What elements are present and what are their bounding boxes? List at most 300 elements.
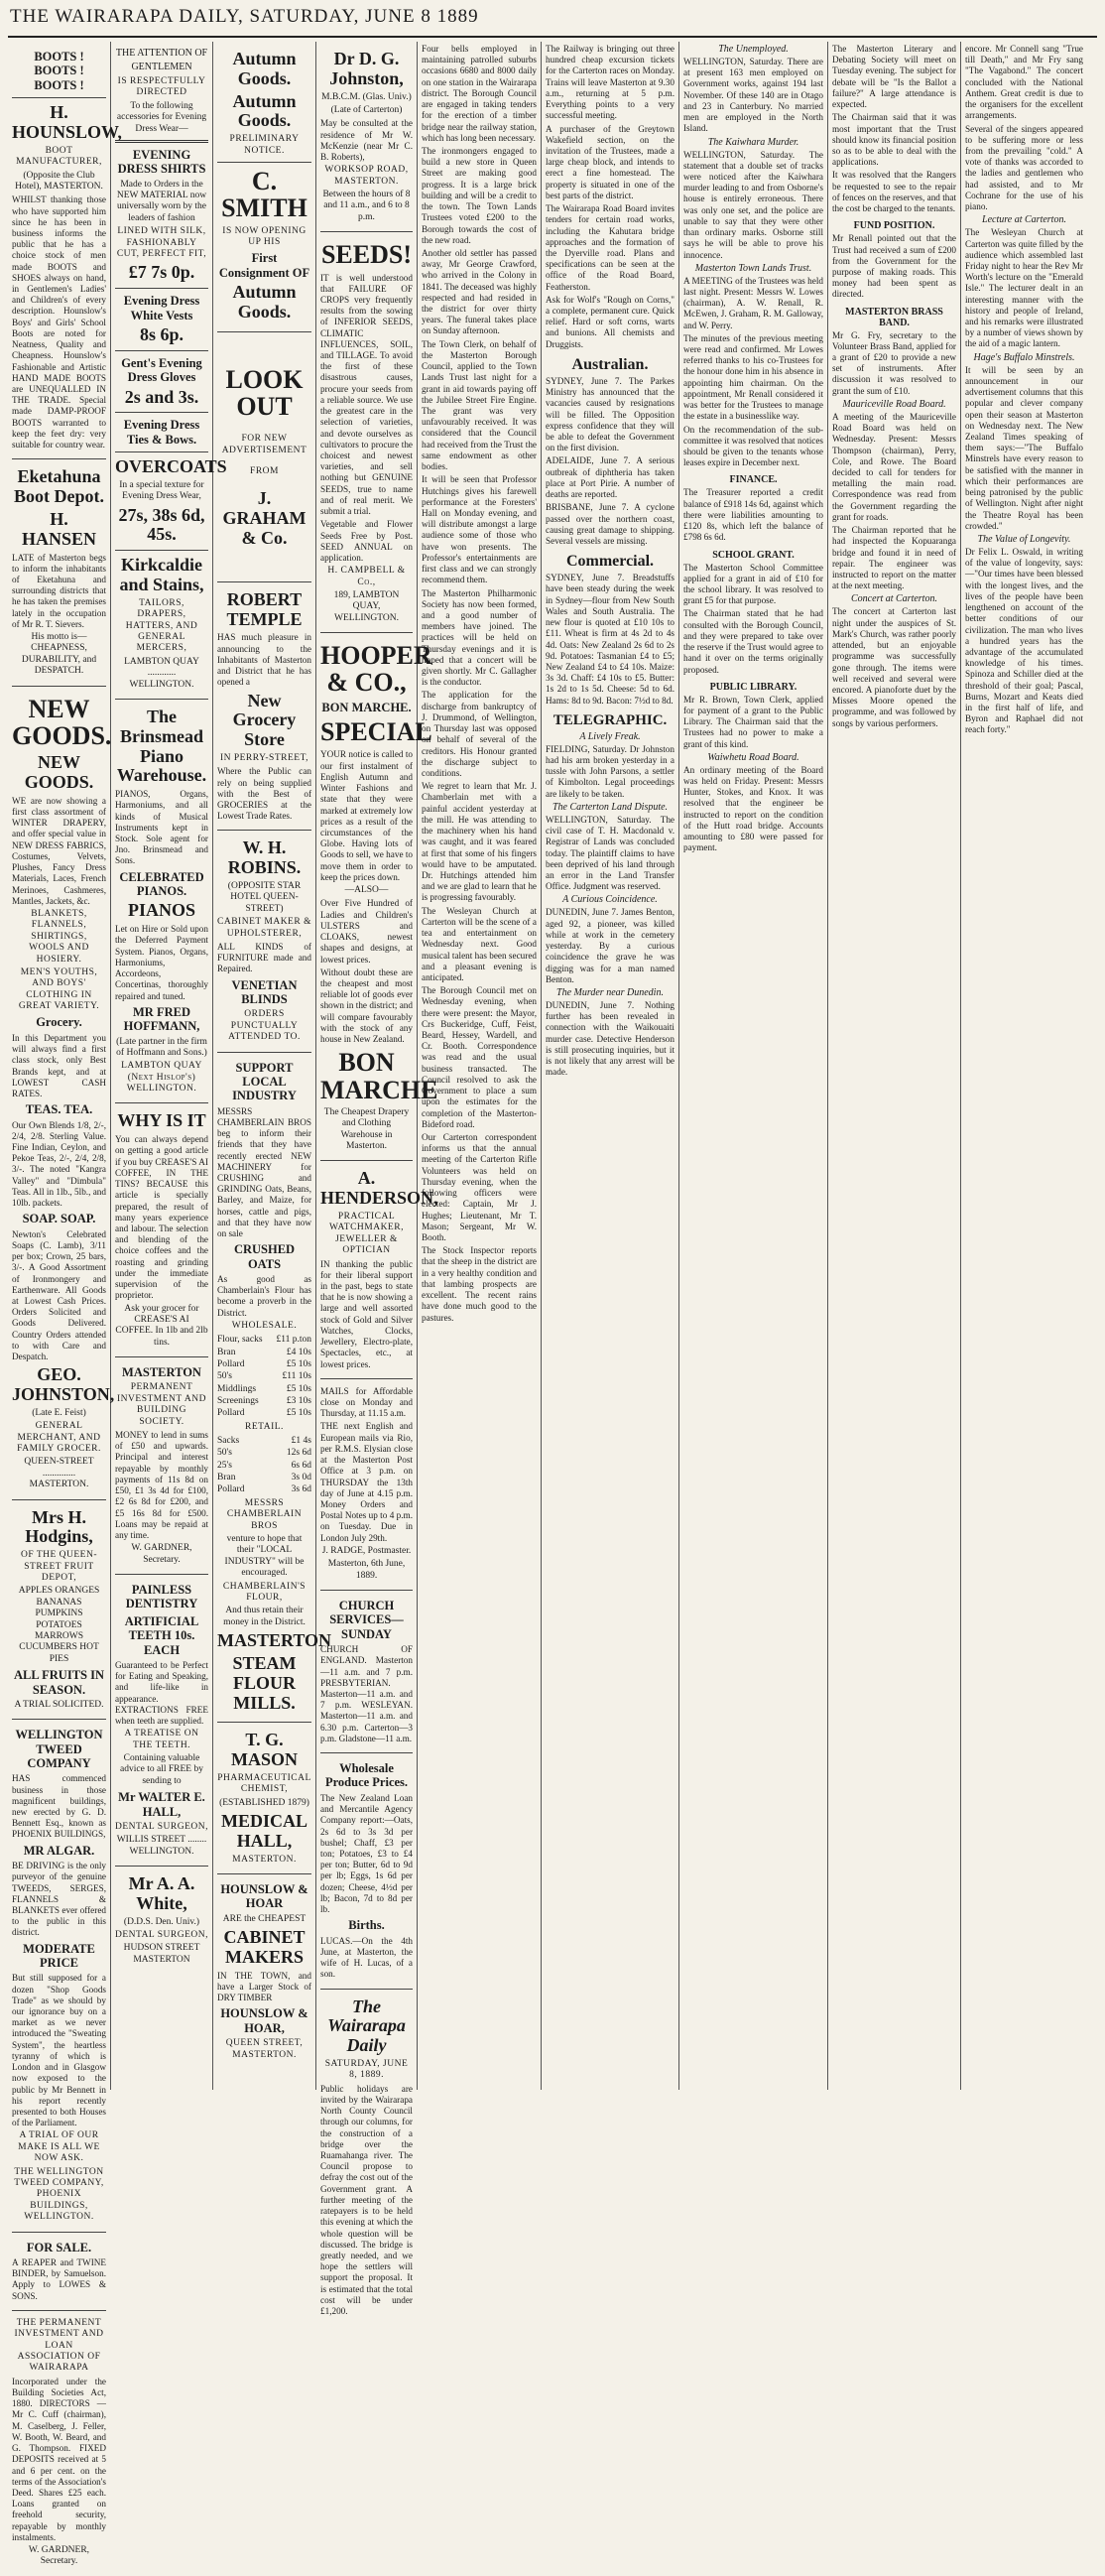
hodgins-ad <box>12 1500 106 1721</box>
price-value: 3s 6d <box>291 1484 311 1495</box>
ad-line: IS RESPECTFULLY DIRECTED <box>117 76 206 98</box>
ad-subheading: First Consignment OF <box>218 251 310 280</box>
price-value: £1 4s <box>291 1436 311 1447</box>
news-paragraph: We regret to learn that Mr. J. Chamberlain met with a painful accident yesterday at the mill. He was attending to the machinery when his hand was caught, and it was feared at first that some of his fingers would have to be amputated. Dr. Hutchings attended him and we are glad to learn that he is progressing favourably. <box>422 781 537 903</box>
ad-heading: SEEDS! <box>320 240 413 270</box>
price-item: Bran <box>217 1473 236 1483</box>
price-value: £11 p.ton <box>276 1335 311 1346</box>
masthead-title: THE WAIRARAPA DAILY, SATURDAY, JUNE 8 1889 <box>10 6 479 27</box>
price-item: Pollard <box>217 1408 245 1419</box>
ad-subheading: OVERCOATS <box>115 456 227 477</box>
ad-name: Mrs H. Hodgins, <box>25 1506 93 1547</box>
ad-name: Dr D. G. Johnston, <box>329 49 404 88</box>
news-paragraph: The Wairarapa Road Board invites tenders for certain road works, including the Kahutara bridge approaches and the formation of the Dyerville road. Plans and specifications can be seen at the office of the Road Board, Featherston. <box>546 203 675 292</box>
ad-name: HOOPER & CO., <box>320 641 432 698</box>
news-paragraph: The Masterton Literary and Debating Society will meet on Tuesday evening. The subject for debate will be "Is the Ballot a failure?" A large attendance is expected. <box>832 44 956 110</box>
ad-name: T. G. MASON <box>231 1730 298 1770</box>
ad-heading: PAINLESS DENTISTRY <box>125 1583 198 1611</box>
news-paragraph: Several of the singers appeared to be suffering more or less from the prevailing "cold." A vote of thanks was accorded to the ladies and gentlemen who had assisted, and to Mr Cochrane for the use of his piano. <box>965 123 1083 212</box>
ad-name: MESSRS CHAMBERLAIN BROS <box>226 1497 303 1531</box>
ad-heading: BON MARCHE <box>320 1048 438 1104</box>
divider <box>115 288 208 289</box>
news-paragraph: On the recommendation of the sub-committee it was resolved that notices should be given to the tenants whose leases expire in December next. <box>683 424 823 468</box>
ad-line: venture to hope that their "LOCAL INDUSTRY" will be encouraged. <box>224 1533 305 1579</box>
ad-name: GEO. JOHNSTON, <box>12 1364 115 1405</box>
price-value: £3 10s <box>286 1396 311 1407</box>
graham-ad <box>217 332 311 582</box>
ad-heading: NEW GOODS. <box>12 694 112 750</box>
section-heading: SCHOOL GRANT. <box>712 549 795 561</box>
white-dentist-ad <box>115 1867 208 1974</box>
ad-body: But still supposed for a dozen "Shop Goods Trade" as we should by our ignorance buy on a market as we never introduced the "Sweating System", the heartless tyranny of which is London and in Glasgow now exposed to the public by Mr Bennett in his report recently presented to both Houses of the Parliament. <box>12 1973 106 2128</box>
ad-sub: PERMANENT INVESTMENT AND BUILDING SOCIETY. <box>117 1382 206 1427</box>
ad-body: You can always depend on getting a good article if you buy CREASE'S AI COFFEE, IN THE TINS? BECAUSE this article is specially prepared, the result of many years experience and labour. The selection and blending of the choice coffees and the roasting and grinding under the immediate supervision of the proprietor. <box>115 1134 208 1301</box>
ad-body: HAS commenced business in those magnificent buildings, new erected by G. D. Bennett Esq., known as PHOENIX BUILDINGS, <box>12 1773 106 1840</box>
ad-body: Our Own Blends 1/8, 2/-, 2/4, 2/8. Sterling Value. Fine Indian, Ceylon, and Pekoe Teas, 2/-, 2/4, 2/8, 3/-. The noted "Kangra Valley" and "Dimbula" Teas. All in 1lb., 5lb., and 10lb. packets. <box>12 1119 106 1209</box>
news-paragraph: Mr G. Fry, secretary to the Volunteer Brass Band, applied for a grant of £20 to provide a new set of instruments. After discussion it was resolved to grant the sum of £10. <box>832 329 956 396</box>
notice-signature: J. RADGE, Postmaster. <box>321 1545 412 1556</box>
ad-body: IN thanking the public for their liberal support in the past, begs to state that he is now showing a large and well assorted stock of Gold and Silver Watches, Clocks, Jewellery, Electro-plate, Spectacles, etc., at lowest prices. <box>320 1258 413 1369</box>
ad-body: Newton's Celebrated Soaps (C. Lamb), 3/11 per box; Crown, 25 bars, 3/-. A Good Assortment of Ironmongery and Earthenware. All Goods at Lowest Cash Prices. Orders Solicited and Goods Delivered. Country Orders attended to with Care and Despatch. <box>12 1228 106 1362</box>
section-heading: FUND POSITION. <box>853 220 935 232</box>
ad-address: WORKSOP ROAD, MASTERTON. <box>324 165 409 187</box>
ad-name: H. HOUNSLOW, <box>12 102 122 142</box>
ad-body: MONEY to lend in sums of £50 and upwards. Principal and interest repayable by monthly payments of 11s 8d on £50, £1 3s 4d for £100, £2 6s 8d for £200, and £5 16s 8d for £500. Loans may be repaid at any time. <box>115 1430 208 1541</box>
ad-sub: CABINET MAKER & UPHOLSTERER, <box>217 917 311 939</box>
ad-line: FROM <box>250 466 279 477</box>
ad-subheading: ARTIFICIAL TEETH 10s. EACH <box>124 1613 199 1657</box>
news-paragraph: The Masterton Philharmonic Society has now been formed, and a good number of members have joined. The practices will be held on Thursday evenings and it is hoped that a concert will be given shortly. Mr C. Gallagher is the conductor. <box>422 587 537 688</box>
ad-body: As good as Chamberlain's Flour has become a proverb in the District. <box>217 1274 311 1318</box>
news-paragraph: Another old settler has passed away, Mr George Crawford, who arrived in the Colony in 1841. The deceased was highly respected and had resided in the district for over thirty years. The funeral takes place on Sunday afternoon. <box>422 247 537 336</box>
news-paragraph: The minutes of the previous meeting were read and confirmed. Mr Lowes referred thanks to his co-Trustees for the honour done him in his absence in appointing him chairman. On the appointment, Mr Renall considered it was better for the Trustees to manage the estate in a businesslike way. <box>683 332 823 422</box>
dentistry-ad <box>115 1575 208 1867</box>
section-heading: Wholesale Produce Prices. <box>324 1761 409 1790</box>
price-row <box>217 1347 311 1358</box>
ad-subheading: New Grocery Store <box>232 690 297 750</box>
mason-ad <box>217 1723 311 1874</box>
article-heading: Masterton Town Lands Trust. <box>694 262 812 274</box>
ad-heading: The Brinsmead Piano Warehouse. <box>116 706 207 786</box>
ad-line: (D.D.S. Den. Univ.) <box>123 1916 200 1927</box>
divider <box>115 140 208 143</box>
ad-line: THE WELLINGTON TWEED COMPANY, PHOENIX BUILDINGS, WELLINGTON. <box>14 2166 104 2223</box>
news-paragraph: A meeting of the Mauriceville Road Board was held on Wednesday. Present: Messrs Thompson (chairman), Perry, Cole, and Rowe. The Board decided to call for tenders for metalling the main road. Correspondence was read from the Government regarding the grant for roads. <box>832 411 956 522</box>
column-6 <box>542 42 679 2090</box>
mails-notice <box>320 1379 413 1591</box>
leader <box>320 1990 413 2326</box>
ad-sub: DENTAL SURGEON, <box>115 1821 208 1832</box>
ad-name: J. GRAHAM & Co. <box>222 488 307 549</box>
ad-body: IT is well understood that FAILURE OF CROPS very frequently results from the sowing of INFERIOR SEEDS, CLIMATIC INFLUENCES, SOIL, and TILLAGE. To avoid the first of these disastrous causes, procure your seeds from a reliable source. We use the greatest care in the selection of varieties, and devote ourselves as cultivators to procure the choicest and newest varieties, and sell nothing but GENUINE SEEDS, true to name and of real merit. We submit a trial. <box>320 272 413 517</box>
ad-body: Without doubt these are the cheapest and most reliable lot of goods ever shown in the district; and will compare favourably with the stock of any house in New Zealand. <box>320 966 413 1045</box>
ad-line: ARE the CHEAPEST <box>222 1913 307 1924</box>
ad-body: Over Five Hundred of Ladies and Children's ULSTERS and CLOAKS, newest shapes and designs, at lowest prices. <box>320 898 413 965</box>
ad-line: APPLES ORANGES BANANAS PUMPKINS POTATOES MARROWS CUCUMBERS HOT PIES <box>18 1586 100 1664</box>
price-item: Middlings <box>217 1383 257 1394</box>
ad-body: Let on Hire or Sold upon the Deferred Payment System. Pianos, Organs, Harmoniums, Accordeons, Concertinas, thoroughly repaired and tuned. <box>115 924 208 1001</box>
ad-body: YOUR notice is called to our first instalment of English Autumn and Winter Fashions and state that they were marked at extremely low prices as a result of the circumstances of the Globe. Having lots of Goods to sell, we have to move them in order to keep the prices down. <box>320 749 413 882</box>
ad-address: LAMBTON QUAY (Next Hislop's) WELLINGTON. <box>121 1061 202 1095</box>
robins-ad <box>217 831 311 1052</box>
masthead <box>8 6 1097 38</box>
ad-heading: STEAM FLOUR MILLS. <box>232 1652 297 1713</box>
ad-heading: SPECIAL <box>320 717 432 747</box>
ad-sub: PRACTICAL WATCHMAKER, JEWELLER & OPTICIAN <box>329 1212 404 1256</box>
ad-subheading: CABINET MAKERS <box>223 1927 306 1967</box>
columns <box>8 42 1097 2567</box>
section-heading: Commercial. <box>565 553 655 571</box>
article-heading: The Carterton Land Dispute. <box>552 801 669 813</box>
hooper-ad <box>320 633 438 1161</box>
news-paragraph: The Town Clerk, on behalf of the Masterton Borough Council, applied to the Town Lands Trust last night for a grant in aid towards paying off the Jubilee Street Fire Engine. The grant was very unfavourably received. It was considered that the Council had received from the Trust the same endowment as other bodies. <box>422 338 537 472</box>
ad-body: WHILST thanking those who have supported him since he has been in business informs the public that he has a choice stock of men made BOOTS and SHOES always on hand, in Gentlemen's Ladies' and Children's of every description. Hounslow's Boys' and Girls' School Boots are noted for Neatness, Quality and Cheapness. Hounslow's Fashionable and Artistic HAND MADE BOOTS are UNEQUALLED IN THE TRADE. Special made DAMP-PROOF BOOTS warranted to keep the feet dry: very suitable for country wear. <box>12 194 106 451</box>
news-paragraph: The Wesleyan Church at Carterton will be the scene of a tea and entertainment on Wednesday next. Good musical talent has been secured and a pleasant evening is anticipated. <box>422 905 537 982</box>
ad-address: LAMBTON QUAY ............ WELLINGTON. <box>124 656 199 690</box>
ad-body: LATE of Masterton begs to inform the inhabitants of Eketahuna and surrounding districts that he has taken the premises lately in the occupation of Mr R. T. Sievers. <box>12 552 106 629</box>
news-paragraph: DUNEDIN, June 7. Nothing further has been revealed in connection with the Waikouaiti murder case. Detective Henderson is still prosecuting inquiries, but it is not likely that any arrest will be made. <box>546 999 675 1078</box>
price-value: 3s 0d <box>291 1473 311 1483</box>
news-paragraph: The Railway is bringing out three hundred cheap excursion tickets for the Carterton races on Monday. Trains will leave Masterton at 9.30 a.m., returning at 5 p.m. Everything points to a very successful meeting. <box>546 44 675 121</box>
news-paragraph: ADELAIDE, June 7. A serious outbreak of diphtheria has taken place at Port Pirie. A number of deaths are reported. <box>546 455 675 500</box>
section-body: CHURCH OF ENGLAND. Masterton—11 a.m. and 7 p.m. PRESBYTERIAN. Masterton—11 a.m. and 7 p.m. WESLEYAN. Masterton—11 a.m. and 6.30 p.m. Carterton—3 p.m. Gladstone—11 a.m. <box>320 1644 413 1743</box>
price-item: Bran <box>217 1347 236 1357</box>
price-row <box>217 1435 311 1447</box>
ad-body: MESSRS CHAMBERLAIN BROS beg to inform their friends that they have recently erected NEW MACHINERY for CRUSHING and GRINDING Oats, Beans, Barley, and Maize, for horses, cattle and pigs, and that they have now on sale <box>217 1105 311 1239</box>
price-item: 25's <box>217 1460 232 1471</box>
article-heading: Concert at Carterton. <box>851 593 937 605</box>
ad-signature: W. GARDNER, Secretary. <box>28 2545 90 2567</box>
ad-line: (Late partner in the firm of Hoffmann and Sons.) <box>116 1036 207 1058</box>
news-paragraph: The Chairman reported that he had inspected the Kopuaranga bridge and found it in need of repair. The engineer was instructed to report on the matter at the next meeting. <box>832 525 956 591</box>
ad-name: C. SMITH <box>221 166 307 223</box>
article-heading: A Curious Coincidence. <box>562 894 658 906</box>
produce-prices <box>320 1753 413 1989</box>
price-item: Pollard <box>217 1484 245 1495</box>
news-paragraph: Ask for Wolf's "Rough on Corns," a complete, permanent cure. Quick relief. Hard or soft corns, warts and bunions. All chemists and Druggists. <box>546 294 675 349</box>
ad-name: Mr WALTER E. HALL, <box>118 1790 205 1819</box>
ad-line: Made to Orders in the NEW MATERIAL now universally worn by the leaders of fashion <box>116 179 207 223</box>
news-paragraph: WELLINGTON, Saturday. The statement that a double set of tracks were noticed after the Kaiwhara murder leading to and from Osborne's house is entirely erroneous. There was only one set, and the police are unable to say that they were other than ordinary marks. Osborne still says he will be able to prove his innocence. <box>683 149 823 260</box>
column-9 <box>961 42 1087 2090</box>
news-paragraph: Mr Renall pointed out that the Trust had received a sum of £200 from the Government for the purpose of making roads. This money had been spent as directed. <box>832 233 956 300</box>
price-item: Pollard <box>217 1358 245 1369</box>
ad-subheading: Gent's Evening Dress Gloves <box>121 355 202 385</box>
building-society-ad <box>115 1357 208 1575</box>
ad-subheading: EVENING DRESS SHIRTS <box>117 147 206 177</box>
ad-subheading: PIANOS <box>127 900 195 921</box>
section-heading: TELEGRAPHIC. <box>552 711 668 728</box>
ad-heading: Autumn Goods. <box>232 90 297 131</box>
ad-heading: MASTERTON <box>217 1630 332 1651</box>
column-8 <box>828 42 961 2090</box>
divider <box>115 350 208 351</box>
ad-subheading: Grocery. <box>36 1015 82 1030</box>
ad-address: IN PERRY-STREET, <box>219 752 309 763</box>
news-paragraph: The concert at Carterton last night under the auspices of St. Mark's Church, was rather poorly attended, but an enjoyable programme was successfully gone through. The items were well received and several were encored. A pianoforte duet by the Misses Moore opened the programme, and was followed by songs by various performers. <box>832 606 956 728</box>
ad-line: LINED WITH SILK, FASHIONABLY CUT, PERFECT FIT, <box>116 226 207 260</box>
notice-body: THE next English and European mails via Rio, per R.M.S. Elysian close at the Masterton Post Office at 3 p.m. on THURSDAY the 13th day of June at 4.15 p.m. Money Orders and Postal Notes up to 4 p.m. on Tuesday. Due in London July 29th. <box>320 1421 413 1543</box>
ad-body: HAS much pleasure in announcing to the Inhabitants of Masterton and District that he has opened a <box>217 632 311 688</box>
ad-subheading: CRUSHED OATS <box>233 1242 296 1271</box>
price-value: £5 10s <box>286 1358 311 1369</box>
news-paragraph: The ironmongers engaged to build a new store in Queen Street are making good progress. It is a large brick building and will be a credit to the town. The Town Lands Trustees voted £200 to the Borough towards the cost of the new road. <box>422 145 537 245</box>
ad-name: MR FRED HOFFMANN, <box>123 1004 200 1034</box>
column-4 <box>316 42 438 2317</box>
ad-name: HOUNSLOW & HOAR <box>220 1882 308 1911</box>
section-heading: PUBLIC LIBRARY. <box>709 681 798 693</box>
paper-date: SATURDAY, JUNE 8, 1889. <box>324 2058 409 2081</box>
ad-subheading: MODERATE PRICE <box>23 1941 95 1970</box>
ad-subheading: NEW GOODS. <box>24 752 94 792</box>
ad-heading: Eketahuna Boot Depot. <box>14 466 104 507</box>
price-row <box>217 1383 311 1395</box>
ad-heading: BOOTS ! BOOTS ! BOOTS ! <box>34 50 84 92</box>
ad-line: Between the hours of 8 and 11 a.m., and 6 to 8 p.m. <box>322 190 411 222</box>
ad-subheading: TEAS. TEA. <box>25 1102 93 1117</box>
ad-heading: Autumn Goods. <box>232 282 297 322</box>
ad-line: ORDERS PUNCTUALLY ATTENDED TO. <box>228 1009 301 1043</box>
ad-address: HUDSON STREET MASTERTON <box>123 1943 200 1965</box>
ad-subheading: VENETIAN BLINDS <box>231 977 298 1006</box>
ad-sub: PHARMACEUTICAL CHEMIST, <box>217 1772 311 1795</box>
building-ad <box>12 2311 106 2576</box>
ad-body: Vegetable and Flower Seeds Free by Post. SEED ANNUAL on application. <box>320 519 413 563</box>
news-paragraph: The Treasurer reported a credit balance of £918 14s 6d, against which there were liabilities amounting to £120 8s, which left the balance of £798 6s 6d. <box>683 487 823 543</box>
price-value: £4 10s <box>286 1347 311 1357</box>
ad-sub: DENTAL SURGEON, <box>115 1930 208 1941</box>
price-row <box>217 1460 311 1472</box>
ad-line: (Late E. Feist) <box>32 1407 86 1418</box>
ad-heading: WHY IS IT <box>117 1110 206 1131</box>
ad-line: MEN'S YOUTHS, AND BOYS' CLOTHING IN GREAT VARIETY. <box>18 966 100 1012</box>
price-item: Screenings <box>217 1396 259 1407</box>
ad-body: BE DRIVING is the only purveyor of the genuine TWEEDS, SERGES, FLANNELS & BLANKETS ever offered to the public in this district. <box>12 1861 106 1938</box>
ad-subheading: Evening Dress Ties & Bows. <box>123 418 200 447</box>
ad-sub: TAILORS, DRAPERS, HATTERS, AND GENERAL MERCERS, <box>125 597 198 654</box>
price-value: £5 10s <box>286 1383 311 1394</box>
ad-body: May be consulted at the residence of Mr W. McKenzie (near Mr C. B. Roberts), <box>320 118 413 163</box>
ad-address: (OPPOSITE STAR HOTEL QUEEN-STREET) <box>227 881 302 914</box>
news-paragraph: Dr Felix L. Oswald, in writing of the value of longevity, says:—"Our times have been blessed with the longest lives, and the lives of the people have been lengthened on account of the better conditions of our civilization. The man who lives a hundred years has the advantage of the accumulated knowledge of his times. Spinoza and Schiller died at the threshold of their goal; Pascal, Burns, Mozart and Keats died in the first half of life, and Byron and Raphael did not reach forty." <box>965 546 1083 735</box>
ad-sub: BON MARCHE. <box>321 700 412 714</box>
ad-address: (Opposite the Club Hotel), MASTERTON. <box>15 170 103 192</box>
price-row <box>217 1483 311 1495</box>
seeds-ad <box>320 232 413 633</box>
temple-ad <box>217 582 311 832</box>
price-value: £5 10s <box>286 1408 311 1419</box>
column-3 <box>213 42 332 2090</box>
ad-tagline: ALL FRUITS IN SEASON. <box>14 1668 104 1697</box>
henderson-ad <box>320 1161 438 1378</box>
price-list-heading: WHOLESALE. <box>231 1320 298 1331</box>
wholesale-price-list <box>217 1334 311 1419</box>
ad-line: (ESTABLISHED 1879) <box>219 1797 309 1808</box>
section-heading: Births. <box>348 1918 385 1933</box>
news-paragraph: The application for the discharge from bankruptcy of J. Drummond, of Wellington, on Thursday last was opposed on behalf of several of the creditors. His Honour granted the discharge subject to conditions. <box>422 690 537 778</box>
paper-title: The Wairarapa Daily <box>327 1996 406 2056</box>
ad-body: IN THE TOWN, and have a Larger Stock of DRY TIMBER <box>217 1970 311 2003</box>
ad-line: —ALSO— <box>344 885 389 896</box>
ad-price: 2s and 3s. <box>124 386 199 407</box>
ad-address: QUEEN STREET, MASTERTON. <box>225 2038 304 2060</box>
news-paragraph: It will be seen that Professor Hutchings gives his farewell performance at the Foresters' Hall on Monday evening, and will distribute amongst a large audience some of those who have won presents. The Professor's entertainments are first class and we can strongly recommend them. <box>422 474 537 585</box>
ad-price: 27s, 38s 6d, 45s. <box>118 504 205 545</box>
ad-name: HOUNSLOW & HOAR, <box>220 2006 308 2035</box>
price-item: Sacks <box>217 1436 240 1447</box>
ad-body: PIANOS, Organs, Harmoniums, and all kinds of Musical Instruments kept in Stock. Sole agent for Jno. Brinsmead and Sons. <box>115 789 208 866</box>
evening-dress-ad <box>115 42 227 700</box>
news-paragraph: WELLINGTON, Saturday. There are at present 163 men employed on Government works, against 194 last November. Of these 140 are in Otago and 23 in Canterbury. No married men are employed in the North Island. <box>683 57 823 134</box>
ad-line: CHAMBERLAIN'S FLOUR, <box>222 1581 307 1603</box>
article-heading: The Kaiwhara Murder. <box>707 136 799 148</box>
ad-heading: FOR SALE. <box>26 2240 92 2254</box>
news-paragraph: encore. Mr Connell sang "True till Death," and Mr Fry sang "The Vagabond." The concert concluded with the National Anthem. Great credit is due to the organisers for the excellent arrangements. <box>965 44 1083 121</box>
hounslow-hoar-ad <box>217 1874 311 2069</box>
news-paragraph: SYDNEY, June 7. Breadstuffs have been steady during the week in Sydney—flour from New South Wales and South Australia. The new flour is quoted at £10 10s to £11. Wheat is firm at 4s 2d to 4s 4d. Oats: New Zealand 2s 6d to 2s 9d. Potatoes: Tasmanian £4 to £5; New Zealand £4 to £4 10s. Maize: 3s 3d. Chaff: £4 10s to £5. Butter: 1s 2d to 1s 5d. Cheese: 5d to 6d. Hams: 8d to 9d. Bacon: 7½d to 8d. <box>546 573 675 706</box>
ad-tagline: Ask your grocer for CREASE'S AI COFFEE. In 1lb and 2lb tins. <box>115 1303 208 1348</box>
price-item: 50's <box>217 1371 232 1382</box>
ad-address: 189, LAMBTON QUAY, WELLINGTON. <box>333 589 400 623</box>
news-paragraph: The Chairman said that it was most important that the Trust should know its financial position so as to be able to deal with the applications. <box>832 112 956 168</box>
ad-price: 8s 6p. <box>139 323 184 344</box>
ad-line: FOR NEW ADVERTISEMENT <box>221 434 307 455</box>
ad-subheading: SOAP. SOAP. <box>22 1212 96 1226</box>
ad-heading: Autumn Goods. <box>232 49 297 88</box>
section-body: The New Zealand Loan and Mercantile Agency Company report:—Oats, 2s 6d to 3s 3d per bushel; Chaff, £3 per ton; Potatoes, £3 to £4 per ton; Butter, 6d to 9d per lb; Eggs, 1s 6d per dozen; Cheese, 4½d per lb; Bacon, 7d to 8d per lb. <box>320 1792 413 1915</box>
newgoods-ad <box>12 687 115 1500</box>
news-paragraph: BRISBANE, June 7. A cyclone passed over the northern coast, causing great damage to shipping. Several vessels are missing. <box>546 502 675 546</box>
notice-date: Masterton, 6th June, 1889. <box>327 1559 406 1581</box>
church-services <box>320 1591 413 1753</box>
ad-line: A TRIAL OF OUR MAKE IS ALL WE NOW ASK. <box>18 2130 100 2164</box>
ad-line: And thus retain their money in the District. <box>223 1606 306 1627</box>
ad-heading: MASTERTON <box>122 1365 201 1380</box>
column-5 <box>418 42 542 2090</box>
retail-price-list <box>217 1435 311 1496</box>
ad-line: A TREATISE ON THE TEETH. <box>124 1729 199 1750</box>
ad-price: £7 7s 0p. <box>128 262 195 283</box>
ad-line: Containing valuable advice to all FREE by sending to <box>120 1752 203 1786</box>
news-paragraph: The Masterton School Committee applied for a grant in aid of £10 for the school library. It was resolved to grant £5 for that purpose. <box>683 562 823 606</box>
news-paragraph: An ordinary meeting of the Board was held on Friday. Present: Messrs Hunter, Stokes, and Knox. It was resolved that the engineer be instructed to report on the condition of the Hutt road bridge. Accounts amounting to £80 were passed for payment. <box>683 764 823 853</box>
news-paragraph: Four bells employed in maintaining patrolled suburbs occasions 6680 and 8000 daily on one station in the Wairarapa district. The Borough Council are engaged in taking tenders for the erection of a timber bridge near the railway station, which has long been necessary. <box>422 44 537 143</box>
ad-subheading: CELEBRATED PIANOS. <box>119 869 204 899</box>
article-heading: The Unemployed. <box>718 44 789 55</box>
ad-heading: SUPPORT LOCAL INDUSTRY <box>232 1060 297 1103</box>
ad-body: Incorporated under the Building Societies Act, 1880. DIRECTORS — Mr C. Cuff (chairman), M. Caselberg, J. Feller, W. Booth, W. Beard, and G. Thompson. FIXED DEPOSITS received at 5 and 6 per cent. on the terms of the Association's Deed. Shares £25 each. Loans granted on freehold security, repayable by monthly instalments. <box>12 2376 106 2542</box>
news-paragraph: The Stock Inspector reports that the sheep in the district are in a very healthy condition and that lambing prospects are excellent. The recent rains have done much good to the pastures. <box>422 1245 537 1323</box>
tweed-ad <box>12 1720 106 2232</box>
section-heading: FINANCE. <box>729 474 778 486</box>
ad-address: MASTERTON. <box>232 1854 297 1865</box>
section-heading: MASTERTON BRASS BAND. <box>845 306 943 328</box>
divider <box>115 451 208 452</box>
article-heading: The Value of Longevity. <box>977 533 1071 545</box>
price-row <box>217 1447 311 1459</box>
ad-name: W. H. ROBINS. <box>227 837 302 878</box>
ad-line: PRELIMINARY NOTICE. <box>229 134 300 156</box>
news-paragraph: A MEETING of the Trustees was held last night. Present: Messrs W. Lowes (chairman), A. W. Renall, R. McEwen, J. Graham, R. M. Galloway, and W. Perry. <box>683 275 824 330</box>
ad-subheading: MR ALGAR. <box>23 1843 95 1858</box>
article-heading: Mauriceville Road Board. <box>842 398 946 410</box>
johnston-doctor-ad <box>320 42 413 232</box>
eketahuna-ad <box>12 459 106 686</box>
article-heading: Waiwhetu Road Board. <box>707 751 799 763</box>
ad-line: A TRIAL SOLICITED. <box>14 1699 104 1710</box>
price-row <box>217 1472 311 1483</box>
ad-name: H. HANSEN <box>21 508 96 549</box>
brinsmead-ad <box>115 700 208 1104</box>
news-paragraph: The Borough Council met on Wednesday evening, when there were present: the Mayor, Crs Buckeridge, Cuff, Feist, Beard, Hessey, Wardell, and Cr. Booth. Correspondence was read and the usual business transacted. The Council resolved to ask the Government to place a sum upon the estimates for the completion of the Masterton-Bideford road. <box>422 985 537 1129</box>
article-heading: A Lively Freak. <box>579 730 641 742</box>
section-heading: Australian. <box>571 355 649 373</box>
news-paragraph: SYDNEY, June 7. The Parkes Ministry has announced that the vacancies caused by resignations will be filled. The Opposition express confidence that they will be able to defeat the Government on the first division. <box>546 375 675 453</box>
ad-tagline: His motto is—CHEAPNESS, DURABILITY, and DESPATCH. <box>21 632 97 677</box>
divider <box>115 550 208 551</box>
ad-heading: LOOK OUT <box>225 364 304 421</box>
price-row <box>217 1395 311 1407</box>
price-row <box>217 1407 311 1419</box>
price-value: 12s 6d <box>286 1448 311 1459</box>
chamberlain-ad <box>217 1053 332 1724</box>
notice-heading: MAILS for Affordable close on Monday and Thursday, at 11.15 a.m. <box>320 1385 413 1419</box>
ad-body: WE are now showing a first class assortment of WINTER DRAPERY, and offer special value in NEW DRESS FABRICS, Costumes, Velvets, Plushes, Fancy Dress Materials, Laces, French Merinoes, Cashmeres, Mantles, Jackets, &c. <box>12 795 106 906</box>
ad-name: Mr A. A. White, <box>128 1873 195 1913</box>
leader-body: Public holidays are invited by the Wairarapa North County Council through our columns, for the construction of a bridge over the Ruamahanga river. The Council propose to defray the cost out of the Government grant. A further meeting of the ratepayers is to be held this evening at which the whole question will be discussed. The bridge is greatly needed, and we hope the settlers will support the proposal. It is estimated that the total cost will be under £1,200. <box>320 2083 413 2317</box>
ad-body: Where the Public can rely on being supplied with the Best of GROCERIES at the Lowest Trade Rates. <box>217 766 311 822</box>
news-paragraph: DUNEDIN, June 7. James Benton, aged 92, a pioneer, was killed while at work in the cemetery yesterday. By a curious coincidence the grave he was digging was for a man named Benton. <box>546 907 675 984</box>
ad-name: A. HENDERSON, <box>320 1168 438 1209</box>
price-row <box>217 1334 311 1346</box>
article-heading: Lecture at Carterton. <box>982 214 1066 226</box>
news-paragraph: Our Carterton correspondent informs us that the annual meeting of the Carterton Rifle Volunteers was held on Thursday evening, when the following officers were elected: Captain, Mr J. Hughes; Lieutenant, Mr T. Mason; Sergeant, Mr W. Booth. <box>422 1132 537 1242</box>
price-item: Flour, sacks <box>217 1335 263 1346</box>
ad-body: ALL KINDS of FURNITURE made and Repaired. <box>217 941 311 974</box>
ad-heading: THE ATTENTION OF GENTLEMEN <box>115 48 208 72</box>
ad-sub: BOOT MANUFACTURER, <box>16 145 102 168</box>
divider <box>217 162 311 163</box>
price-row <box>217 1358 311 1370</box>
autumn-goods-ad <box>217 42 311 332</box>
ad-heading: THE PERMANENT INVESTMENT AND LOAN ASSOCIATION OF WAIRARAPA <box>14 2317 104 2374</box>
price-value: £11 10s <box>282 1371 311 1382</box>
ad-body: In this Department you will always find a first class stock, only Best Brands kept, and at LOWEST CASH RATES. <box>12 1032 106 1098</box>
article-heading: Hage's Buffalo Minstrels. <box>973 351 1075 363</box>
ad-line: IS NOW OPENING UP HIS <box>222 225 307 247</box>
price-row <box>217 1370 311 1382</box>
ad-address: WILLIS STREET ........ WELLINGTON. <box>116 1835 207 1857</box>
ad-line: The Cheapest Drapery and Clothing Warehouse in Masterton. <box>323 1106 410 1152</box>
ad-line: In a special texture for Evening Dress Wear, <box>119 479 204 502</box>
divider <box>12 97 106 98</box>
ad-name: H. CAMPBELL & Co., <box>327 566 406 587</box>
ad-heading: WELLINGTON TWEED COMPANY <box>15 1728 103 1771</box>
ad-name: Kirkcaldie and Stains, <box>119 555 204 595</box>
ad-body: A REAPER and TWINE BINDER, by Samuelson. Apply to LOWES & SONS. <box>12 2256 106 2301</box>
section-body: LUCAS.—On the 4th June, at Masterton, the wife of H. Lucas, of a son. <box>320 1935 413 1980</box>
news-paragraph: It was resolved that the Rangers be requested to see to the repair of fences on the reserves, and that the cost be charged to the tenants. <box>832 170 956 214</box>
column-7 <box>679 42 828 2090</box>
news-paragraph: WELLINGTON, Saturday. The civil case of T. H. Macdonald v. Registrar of Lands was concluded today. The plaintiff claims to have been deprived of his land through an error in the Land Transfer Office. Judgment was reserved. <box>546 814 675 892</box>
price-value: 6s 6d <box>291 1460 311 1471</box>
ad-address: QUEEN-STREET .............. MASTERTON. <box>24 1457 94 1490</box>
article-heading: The Murder near Dunedin. <box>556 986 664 998</box>
ad-sub: OF THE QUEEN-STREET FRUIT DEPOT, <box>20 1550 98 1583</box>
news-paragraph: The Wesleyan Church at Carterton was quite filled by the audience which assembled last Friday night to hear the Rev Mr Worth's lecture on the "Emerald Isle." The lecturer dealt in an interesting manner with the history and people of Ireland, and his remarks were illustrated by a number of views shown by the aid of a magic lantern. <box>965 227 1083 349</box>
divider <box>115 412 208 413</box>
ad-subheading: MEDICAL HALL, <box>220 1811 307 1851</box>
